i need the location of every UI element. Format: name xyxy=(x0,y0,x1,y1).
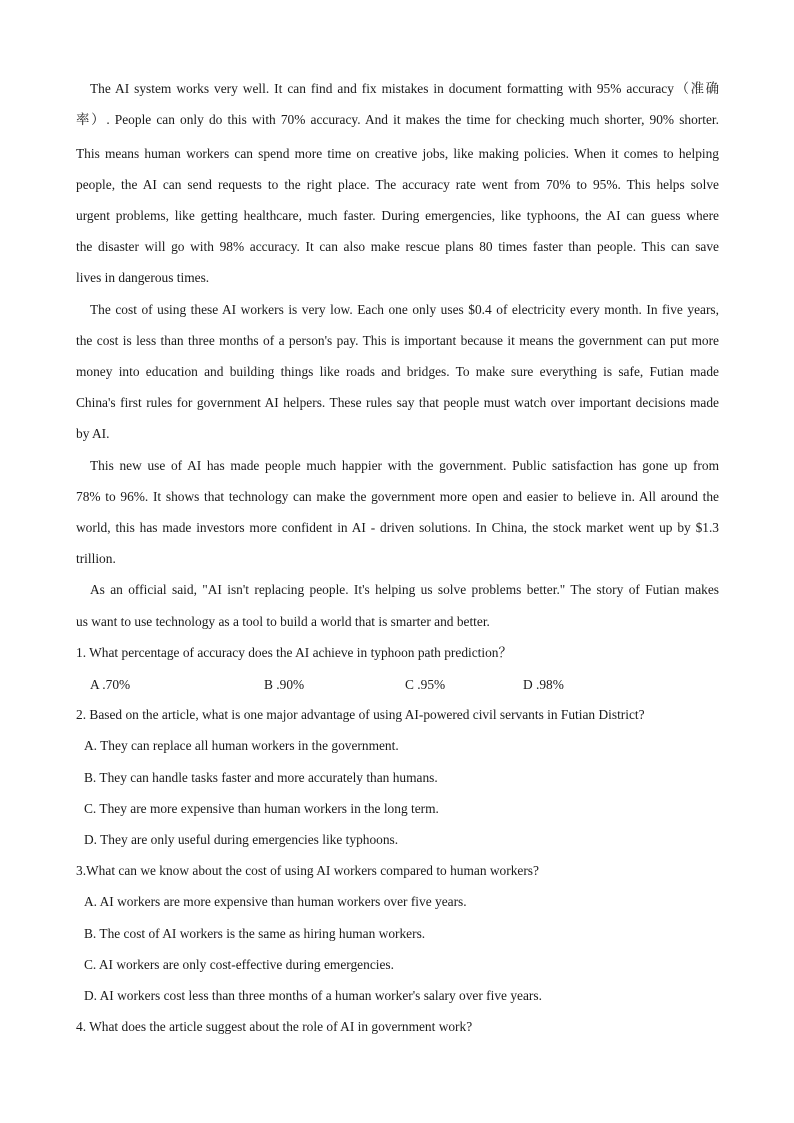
paragraph-2-line-3: money into education and building things like roads and bridges. To make sure everything is safe, Futian made xyxy=(76,364,719,379)
paragraph-3-line-4: trillion. xyxy=(76,551,116,566)
question-3-option-d: D. AI workers cost less than three months of a human worker's salary over five years. xyxy=(84,988,542,1003)
question-2-option-c: C. They are more expensive than human workers in the long term. xyxy=(84,801,439,816)
paragraph-1-line-2: 率）. People can only do this with 70% accuracy. And it makes the time for checking much shorter, 90% shorter. xyxy=(76,112,719,127)
question-3-option-c: C. AI workers are only cost-effective during emergencies. xyxy=(84,957,394,972)
paragraph-3-line-3: world, this has made investors more confident in AI - driven solutions. In China, the stock market went up by $1.3 xyxy=(76,520,719,535)
question-1-stem: 1. What percentage of accuracy does the AI achieve in typhoon path prediction？ xyxy=(76,645,512,660)
question-1-option-a: A .70% xyxy=(90,677,131,692)
paragraph-1-line-7: lives in dangerous times. xyxy=(76,270,210,285)
question-2-option-a: A. They can replace all human workers in the government. xyxy=(84,738,399,753)
paragraph-1-line-6: the disaster will go with 98% accuracy. It can also make rescue plans 80 times faster than people. This can save xyxy=(76,239,719,254)
question-2-option-b: B. They can handle tasks faster and more accurately than humans. xyxy=(84,770,438,785)
question-2-stem: 2. Based on the article, what is one major advantage of using AI-powered civil servants in Futian District? xyxy=(76,707,645,722)
question-3-stem: 3.What can we know about the cost of using AI workers compared to human workers? xyxy=(76,863,539,878)
question-1-option-b: B .90% xyxy=(264,677,305,692)
paragraph-1-line-4: people, the AI can send requests to the right place. The accuracy rate went from 70% to 95%. This helps solve xyxy=(76,177,719,192)
paragraph-2-line-1: The cost of using these AI workers is very low. Each one only uses $0.4 of electricity every month. In five years, xyxy=(90,302,719,317)
question-3-option-b: B. The cost of AI workers is the same as hiring human workers. xyxy=(84,926,426,941)
paragraph-1-line-3: This means human workers can spend more time on creative jobs, like making policies. When it comes to helping xyxy=(76,146,719,161)
question-2-option-d: D. They are only useful during emergencies like typhoons. xyxy=(84,832,399,847)
paragraph-4-line-1: As an official said, "AI isn't replacing people. It's helping us solve problems better." The story of Futian makes xyxy=(90,582,719,597)
paragraph-1-line-5: urgent problems, like getting healthcare, much faster. During emergencies, like typhoons, the AI can guess where xyxy=(76,208,719,223)
question-1-option-d: D .98% xyxy=(523,677,564,692)
paragraph-4-line-2: us want to use technology as a tool to build a world that is smarter and better. xyxy=(76,614,490,629)
paragraph-2-line-4: China's first rules for government AI helpers. These rules say that people must watch over important decisions made xyxy=(76,395,719,410)
paragraph-3-line-1: This new use of AI has made people much happier with the government. Public satisfaction has gone up from xyxy=(90,458,719,473)
paragraph-1-line-1: The AI system works very well. It can find and fix mistakes in document formatting with 95% accuracy（准确 xyxy=(90,81,719,96)
question-4-stem: 4. What does the article suggest about the role of AI in government work? xyxy=(76,1019,473,1034)
question-3-option-a: A. AI workers are more expensive than human workers over five years. xyxy=(84,894,467,909)
question-1-option-c: C .95% xyxy=(405,677,446,692)
paragraph-2-line-5: by AI. xyxy=(76,426,110,441)
paragraph-3-line-2: 78% to 96%. It shows that technology can make the government more open and easier to believe in. All around the xyxy=(76,489,719,504)
paragraph-2-line-2: the cost is less than three months of a person's pay. This is important because it means the government can put more xyxy=(76,333,719,348)
